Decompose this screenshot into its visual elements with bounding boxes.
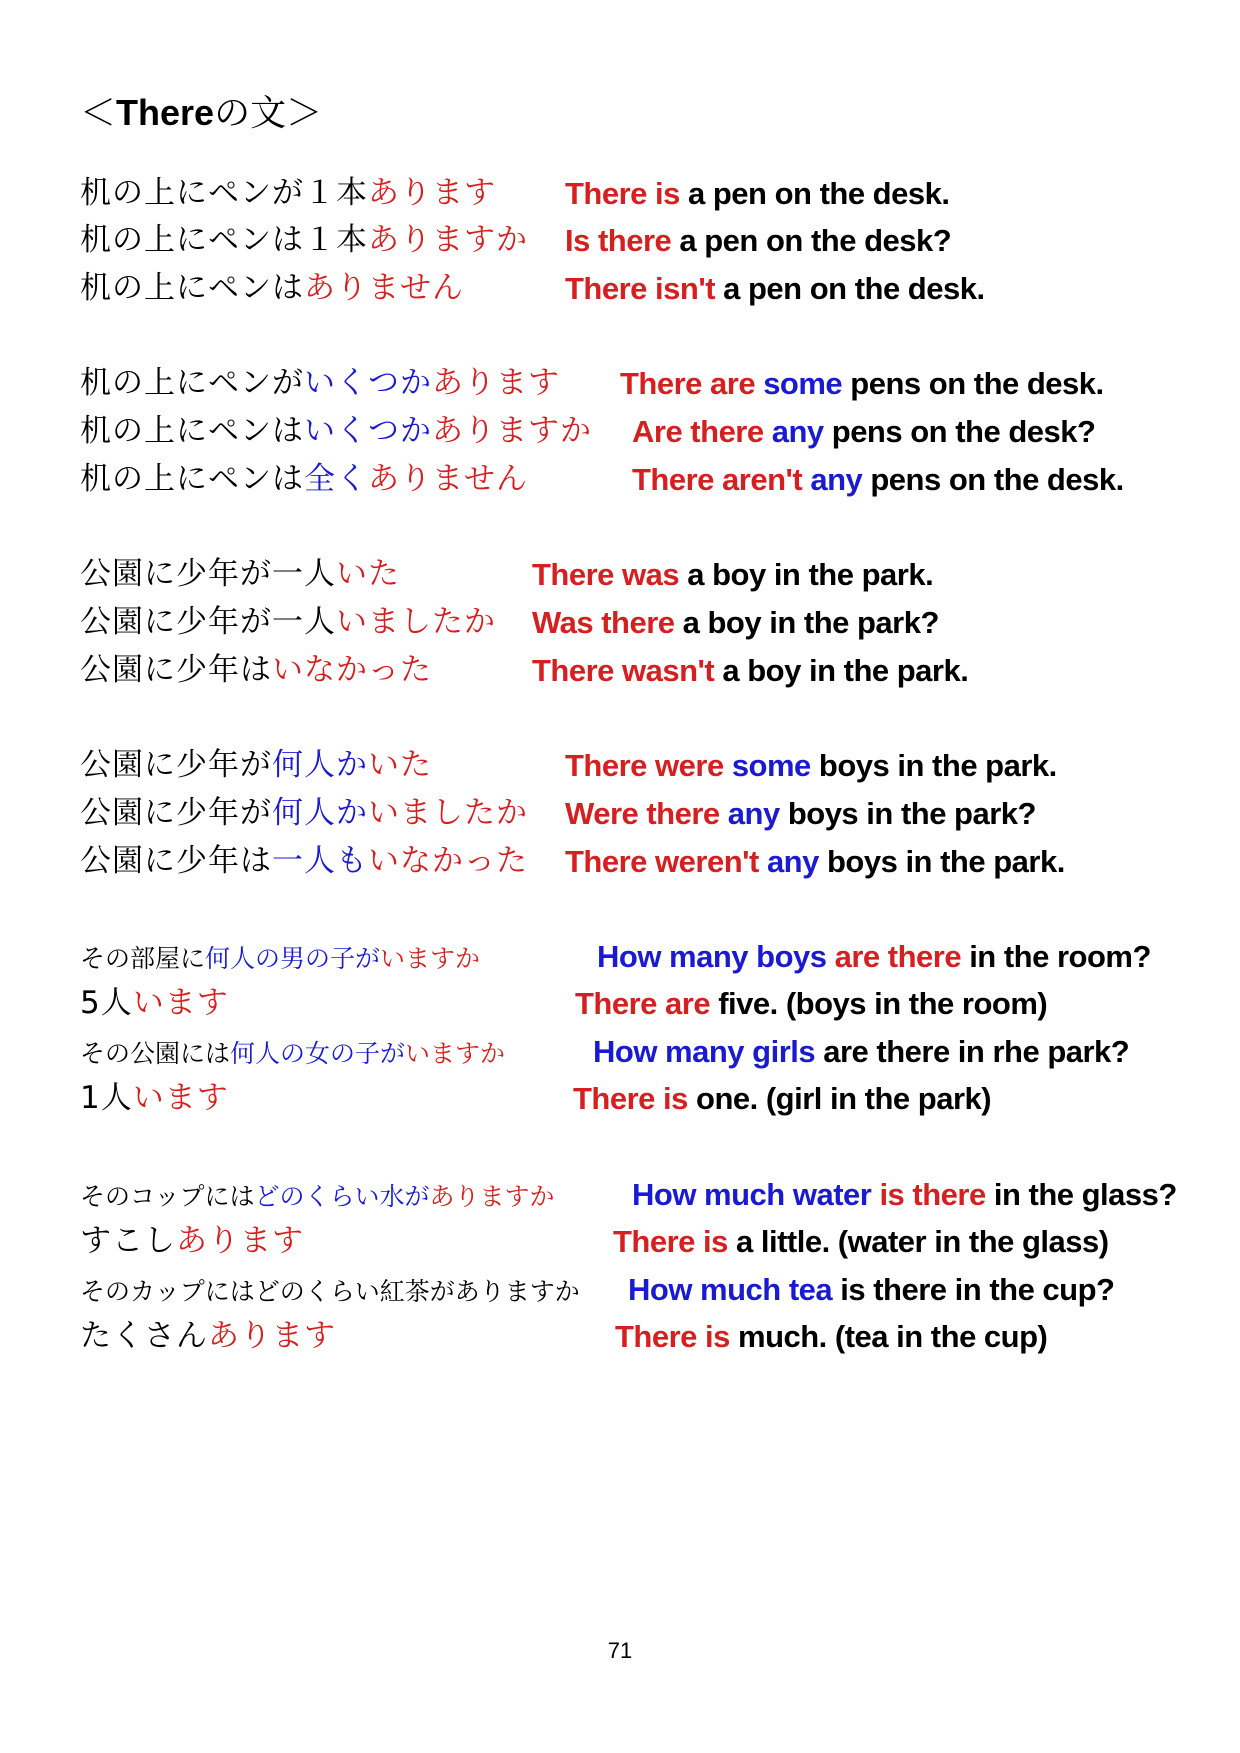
english-segment: boys in the park. [818, 844, 1065, 879]
japanese-segment: あります [432, 365, 560, 401]
japanese-segment: ありません [304, 270, 464, 306]
english-segment: pens on the desk. [842, 366, 1104, 401]
english-segment: pens on the desk. [862, 462, 1124, 497]
english-segment: a pen on the desk. [679, 176, 950, 211]
japanese-sentence [80, 1177, 555, 1213]
english-segment: Was there [532, 605, 675, 640]
english-segment: any [763, 414, 824, 449]
japanese-segment: 何人の男の子が [205, 944, 381, 973]
japanese-sentence [80, 357, 560, 402]
japanese-segment: たくさん [80, 1318, 208, 1354]
english-sentence [573, 1081, 991, 1117]
japanese-segment: いた [336, 556, 400, 592]
sentence-row [0, 263, 1240, 315]
japanese-segment: います [132, 1080, 229, 1116]
english-segment: some [723, 748, 811, 783]
japanese-sentence [80, 1310, 336, 1355]
english-segment: in the glass? [985, 1177, 1177, 1212]
english-segment: much. (tea in the cup) [729, 1319, 1048, 1354]
sentence-row [0, 836, 1240, 888]
english-sentence [593, 1034, 1129, 1070]
english-sentence [615, 1319, 1047, 1355]
english-segment: Were there [565, 796, 720, 831]
english-segment: one. (girl in the park) [687, 1081, 992, 1116]
english-segment: Is there [565, 223, 672, 258]
english-segment: There was [532, 557, 680, 592]
sentence-row [0, 1073, 1240, 1125]
english-segment: There is [613, 1224, 728, 1259]
sentence-row [0, 215, 1240, 267]
japanese-segment: 全く [304, 461, 368, 497]
japanese-sentence [80, 644, 432, 689]
english-segment: a boy in the park. [714, 653, 969, 688]
sentence-row [0, 1311, 1240, 1363]
english-segment: a pen on the desk. [715, 271, 985, 306]
english-segment: boys in the park? [779, 796, 1036, 831]
japanese-segment: 机の上にペンは [80, 270, 304, 306]
japanese-sentence [80, 739, 432, 784]
english-sentence [565, 223, 951, 259]
sentence-row [0, 1264, 1240, 1316]
english-sentence [632, 414, 1095, 450]
japanese-sentence [80, 1034, 505, 1070]
japanese-segment: その部屋に [80, 944, 206, 973]
japanese-sentence [80, 1215, 304, 1260]
japanese-sentence [80, 1272, 580, 1308]
english-sentence [597, 939, 1151, 975]
japanese-segment: そのカップにはどのくらい紅茶がありますか [80, 1277, 580, 1306]
japanese-sentence [80, 939, 480, 975]
sentence-row [0, 358, 1240, 410]
japanese-segment: すこし [80, 1223, 176, 1259]
japanese-segment: どのくらい水が [254, 1182, 430, 1211]
japanese-segment: 一人も [272, 843, 368, 879]
sentence-row [0, 549, 1240, 601]
english-segment: There is [565, 176, 680, 211]
english-sentence [613, 1224, 1109, 1260]
japanese-segment: います [132, 985, 229, 1021]
japanese-segment: いますか [380, 944, 481, 973]
japanese-sentence [80, 214, 528, 259]
sentence-row [0, 740, 1240, 792]
title-en: There [116, 92, 215, 133]
sentence-row [0, 168, 1240, 220]
english-segment: a boy in the park? [674, 605, 939, 640]
japanese-segment: 1人 [80, 1080, 133, 1116]
japanese-sentence [80, 787, 528, 832]
english-sentence [632, 1177, 1177, 1213]
english-segment: Are there [632, 414, 764, 449]
japanese-sentence [80, 548, 400, 593]
japanese-sentence [80, 977, 229, 1022]
english-segment: is there in the cup? [832, 1272, 1115, 1307]
japanese-segment: 何人の女の子が [230, 1039, 406, 1068]
japanese-sentence [80, 835, 528, 880]
english-segment: are there in rhe park? [815, 1034, 1130, 1069]
japanese-segment: あります [208, 1318, 336, 1354]
japanese-segment: いましたか [336, 604, 496, 640]
japanese-segment: ありますか [368, 222, 528, 258]
japanese-segment: そのコップには [80, 1182, 255, 1211]
japanese-segment: あります [176, 1223, 304, 1259]
english-segment: There wasn't [532, 653, 715, 688]
japanese-segment: その公園には [80, 1039, 231, 1068]
english-segment: any [758, 844, 819, 879]
english-sentence [565, 271, 985, 307]
english-segment: There are [620, 366, 756, 401]
japanese-segment: ありません [368, 461, 528, 497]
english-sentence [620, 366, 1104, 402]
japanese-segment: 何人か [272, 747, 368, 783]
english-segment: There isn't [565, 271, 716, 306]
sentence-row [0, 931, 1240, 983]
english-sentence [565, 796, 1036, 832]
page-title [80, 85, 322, 136]
japanese-segment: いくつか [304, 365, 432, 401]
english-sentence [532, 557, 933, 593]
sentence-row [0, 788, 1240, 840]
sentence-row [0, 1169, 1240, 1221]
english-segment: There were [565, 748, 724, 783]
japanese-sentence [80, 167, 496, 212]
japanese-segment: いた [368, 747, 432, 783]
japanese-segment: ありますか [429, 1182, 555, 1211]
english-segment: There is [573, 1081, 688, 1116]
japanese-segment: 5人 [80, 985, 133, 1021]
japanese-segment: いましたか [368, 795, 528, 831]
japanese-segment: いますか [405, 1039, 506, 1068]
english-segment: How much tea [628, 1272, 833, 1307]
english-segment: five. (boys in the room) [710, 986, 1048, 1021]
english-segment: a little. (water in the glass) [727, 1224, 1109, 1259]
japanese-segment: 机の上にペンは１本 [80, 222, 368, 258]
japanese-segment: 机の上にペンは [80, 461, 304, 497]
japanese-sentence [80, 596, 496, 641]
english-segment: How many boys [597, 939, 827, 974]
english-sentence [532, 605, 939, 641]
japanese-sentence [80, 453, 528, 498]
japanese-segment: 公園に少年は [80, 843, 272, 879]
english-sentence [632, 462, 1124, 498]
english-segment: any [719, 796, 780, 831]
english-segment: any [802, 462, 863, 497]
title-jp: の文 [214, 93, 287, 134]
english-segment: How many girls [593, 1034, 816, 1069]
japanese-segment: いなかった [368, 843, 528, 879]
sentence-row [0, 1026, 1240, 1078]
sentence-row [0, 645, 1240, 697]
japanese-segment: ありますか [432, 413, 592, 449]
japanese-segment: 何人か [272, 795, 368, 831]
page-number: 71 [607, 1638, 633, 1663]
sentence-row [0, 1216, 1240, 1268]
japanese-segment: 机の上にペンが１本 [80, 175, 368, 211]
english-segment: some [755, 366, 843, 401]
english-sentence [565, 176, 949, 212]
english-sentence [575, 986, 1047, 1022]
japanese-segment: 机の上にペンが [80, 365, 304, 401]
japanese-segment: 公園に少年が [80, 795, 272, 831]
english-segment: There is [615, 1319, 730, 1354]
title-close-bracket: ＞ [286, 93, 323, 134]
japanese-sentence [80, 1072, 229, 1117]
japanese-sentence [80, 262, 464, 307]
japanese-segment: 机の上にペンは [80, 413, 304, 449]
sentence-row [0, 597, 1240, 649]
japanese-segment: 公園に少年が一人 [80, 604, 336, 640]
english-segment: is there [871, 1177, 986, 1212]
english-segment: There are [575, 986, 711, 1021]
english-sentence [565, 748, 1057, 784]
english-segment: in the room? [961, 939, 1151, 974]
japanese-segment: 公園に少年が一人 [80, 556, 336, 592]
english-sentence [565, 844, 1065, 880]
japanese-segment: あります [368, 175, 496, 211]
english-segment: a pen on the desk? [671, 223, 952, 258]
english-segment: How much water [632, 1177, 872, 1212]
japanese-segment: いなかった [272, 652, 432, 688]
japanese-sentence [80, 405, 592, 450]
japanese-segment: 公園に少年が [80, 747, 272, 783]
english-segment: pens on the desk? [823, 414, 1096, 449]
english-sentence [532, 653, 968, 689]
english-segment: There weren't [565, 844, 759, 879]
english-sentence [628, 1272, 1114, 1308]
japanese-segment: いくつか [304, 413, 432, 449]
sentence-row [0, 454, 1240, 506]
english-segment: are there [826, 939, 962, 974]
sentence-row [0, 978, 1240, 1030]
title-open-bracket: ＜ [80, 93, 117, 134]
english-segment: a boy in the park. [679, 557, 934, 592]
sentence-row [0, 406, 1240, 458]
english-segment: boys in the park. [810, 748, 1057, 783]
japanese-segment: 公園に少年は [80, 652, 272, 688]
english-segment: There aren't [632, 462, 803, 497]
